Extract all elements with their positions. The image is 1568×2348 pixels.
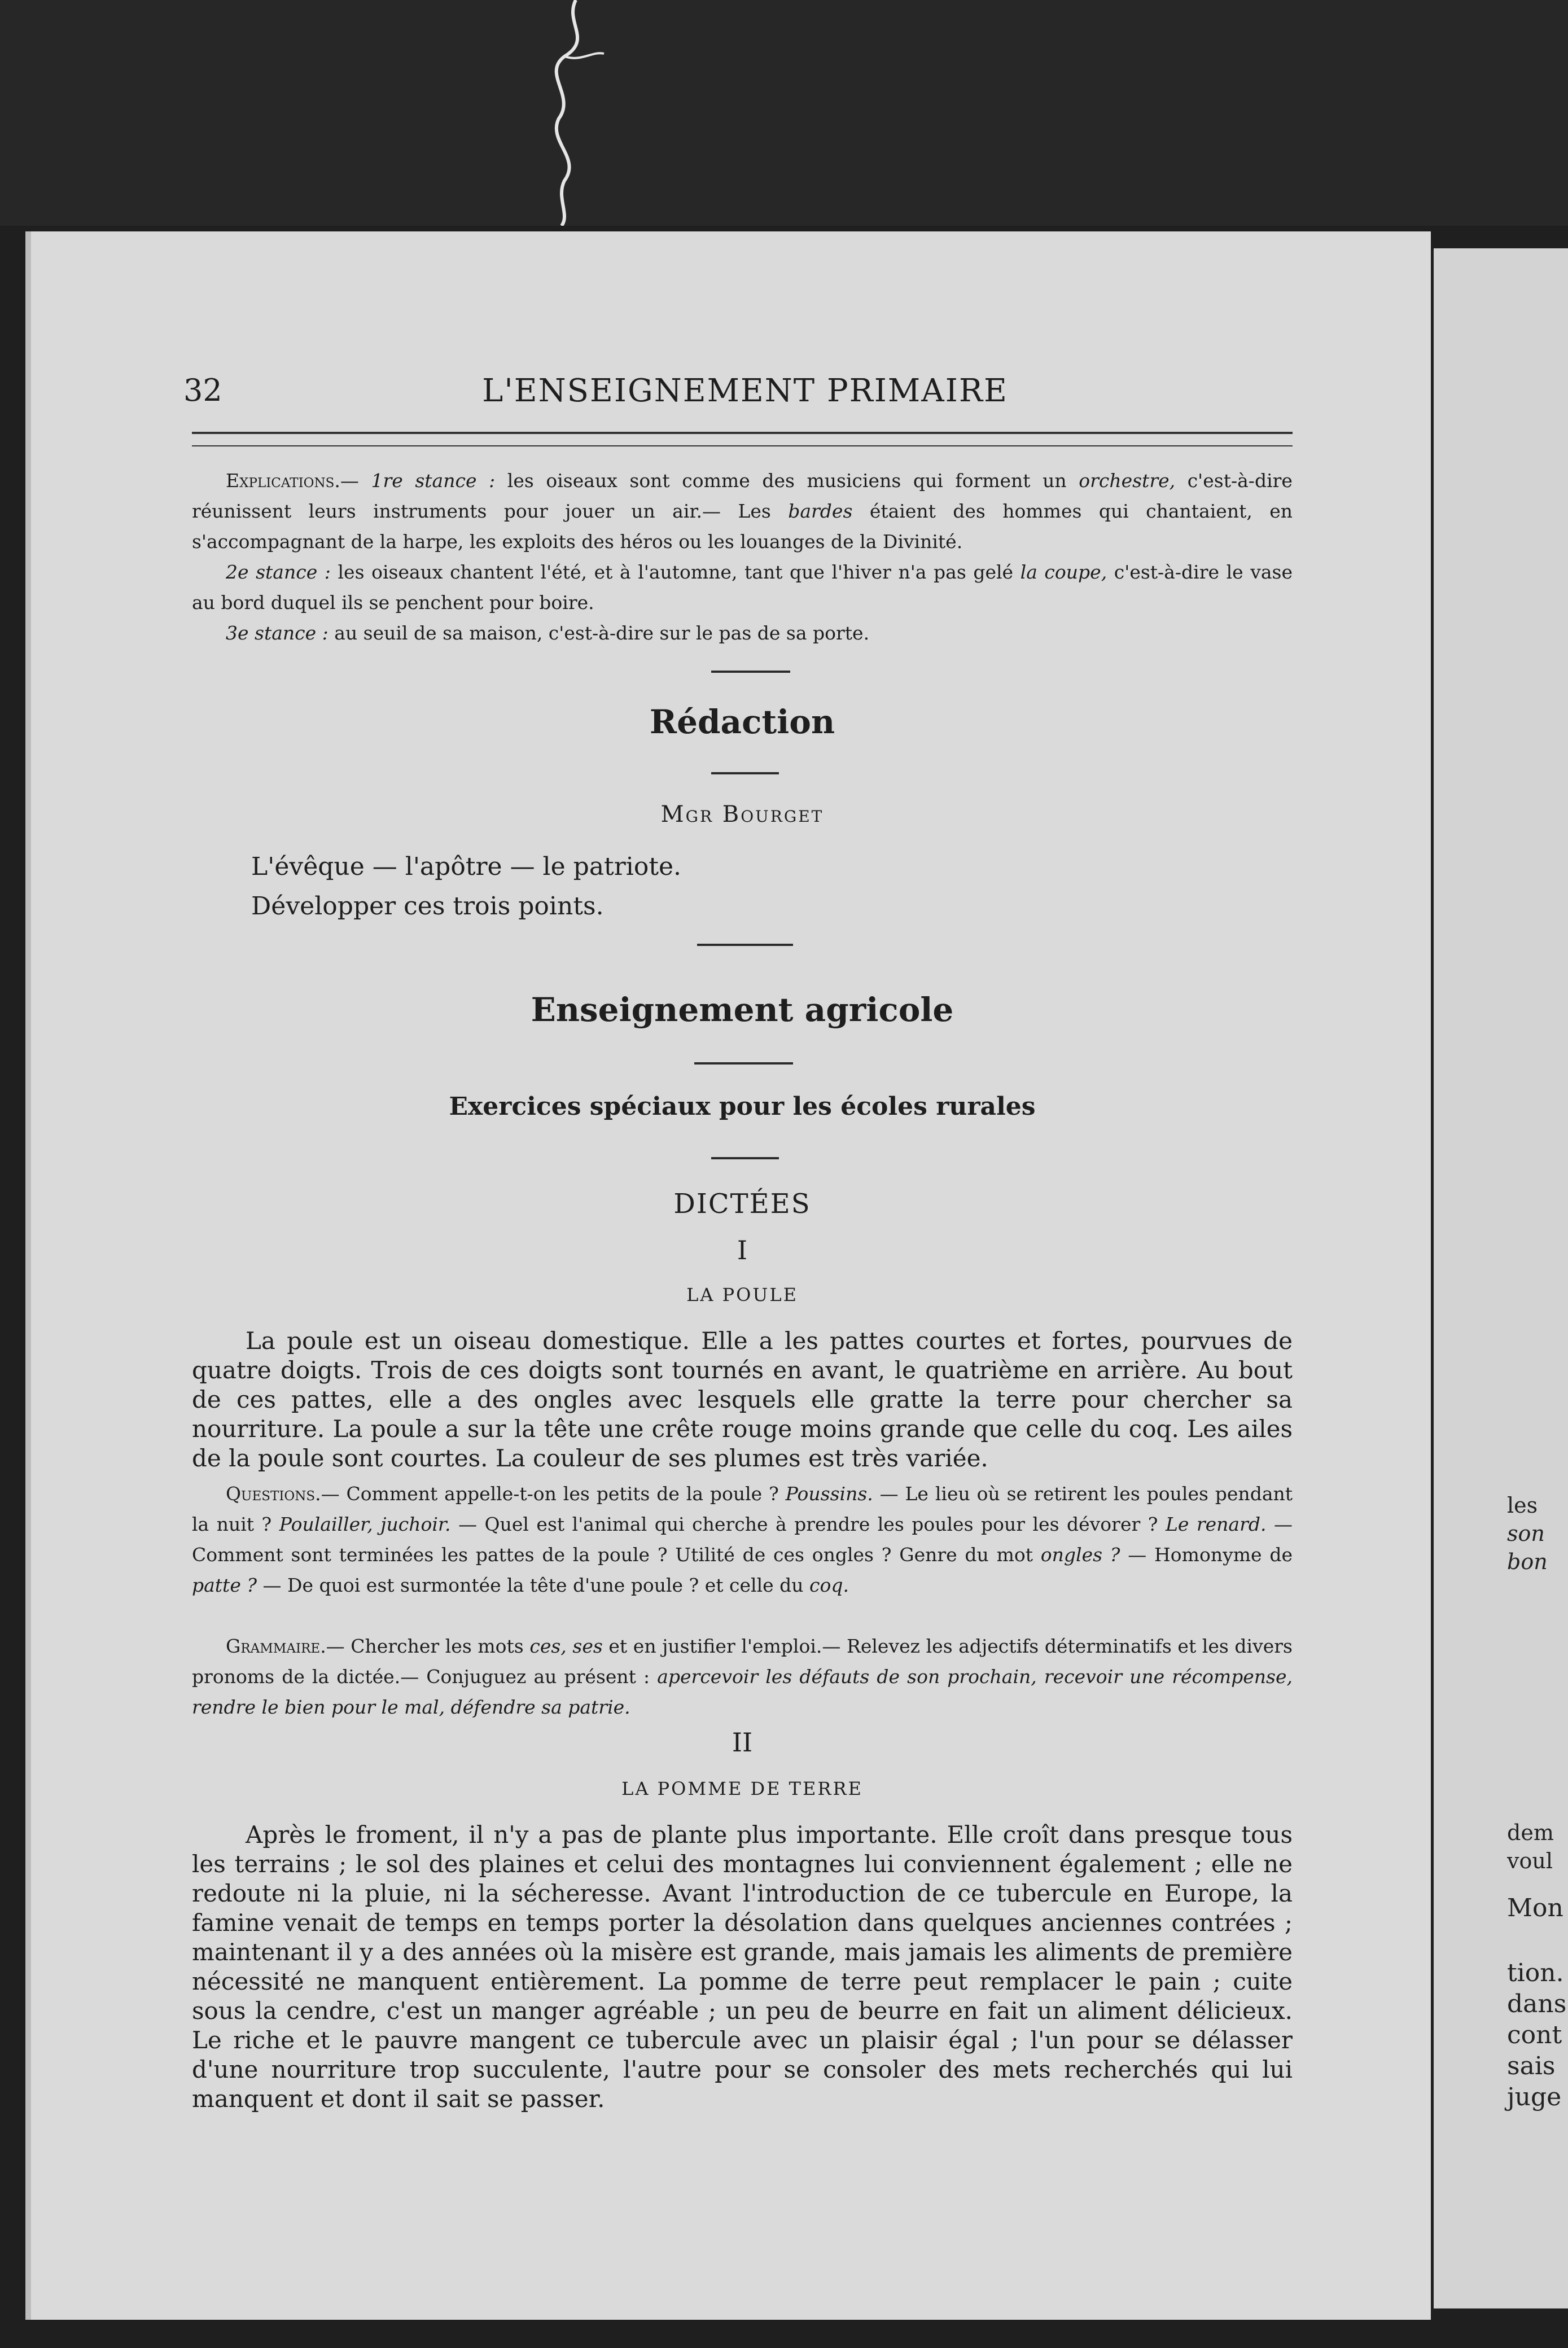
explication-term: orchestre,: [1079, 470, 1176, 492]
explication-text: les oiseaux chantent l'été, et à l'automne, tant que l'hiver n'a pas gelé: [338, 561, 1014, 583]
section-rule: [711, 772, 779, 774]
dictees-heading: DICTÉES: [673, 1188, 811, 1220]
grammaire-text: et en justifier l'emploi.— Relevez les adjectifs déterminatifs et les divers pronoms de la dictée.— Conjuguez au présent :: [192, 1635, 1293, 1688]
explications-stanza-2: [192, 557, 1293, 618]
dictee-2-title: LA POMME DE TERRE: [621, 1778, 863, 1799]
fragment: voul: [1507, 1848, 1553, 1873]
adjacent-page: [1434, 248, 1568, 2308]
running-title: L'ENSEIGNEMENT PRIMAIRE: [482, 373, 1008, 409]
explication-text: c'est-à-dire le vase au bord duquel ils se penchent pour boire.: [192, 561, 1293, 614]
fragment: juge: [1507, 2083, 1562, 2112]
explication-term: la coupe,: [1020, 561, 1107, 583]
stanza-label: 1re stance :: [371, 470, 496, 492]
redaction-line-2: Développer ces trois points.: [251, 892, 604, 921]
section-rule: [711, 671, 790, 673]
question: — Quel est l'animal qui cherche à prendre les poules pour les dévorer ?: [458, 1513, 1158, 1535]
question: — Homonyme de: [1128, 1544, 1293, 1566]
answer: Poulailler, juchoir.: [279, 1513, 451, 1535]
stanza-label: 3e stance :: [226, 622, 329, 644]
fragment: dans: [1507, 1990, 1567, 2018]
section-rule: [694, 1062, 793, 1065]
answer: Poussins.: [785, 1483, 873, 1505]
dictee-2-numeral: II: [732, 1727, 753, 1758]
answer: ongles ?: [1040, 1544, 1120, 1566]
answer: patte ?: [192, 1574, 257, 1596]
grammaire-label: Grammaire.—: [226, 1635, 345, 1657]
explications-stanza-1: [192, 466, 1293, 557]
question: — Le lieu où se retirent les poules pendant la nuit ?: [192, 1483, 1293, 1535]
fragment: tion.: [1507, 1959, 1564, 1987]
fragment: cont: [1507, 2021, 1562, 2049]
dictee-1-grammaire: [192, 1631, 1293, 1723]
explication-text: étaient des hommes qui chantaient, en s'accompagnant de la harpe, les exploits des héros ou les louanges de la Divinité.: [192, 500, 1293, 553]
dictee-1-numeral: I: [737, 1235, 748, 1265]
fragment: Mon: [1507, 1894, 1563, 1922]
fragment: son: [1507, 1521, 1545, 1546]
redaction-title: Rédaction: [649, 703, 835, 741]
explication-text: c'est-à-dire réunissent leurs instruments pour jouer un air.— Les: [192, 470, 1293, 522]
fragment: les: [1507, 1493, 1538, 1518]
grammaire-text: Chercher les mots: [351, 1635, 524, 1657]
agricole-subtitle: Exercices spéciaux pour les écoles rurales: [449, 1092, 1036, 1121]
fragment: dem: [1507, 1820, 1554, 1845]
dictee-2-text: Après le froment, il n'y a pas de plante plus importante. Elle croît dans presque tous les terrains ; le sol des plaines et celui des montagnes lui conviennent également ; elle ne redoute ni la pluie, ni la sécheresse. Avant l'introduction de ce tubercule en Europe, la famine venait de temps en temps porter la désolation dans quelques anciennes contrées ; maintenant il y a des années où la misère est grande, mais jamais les aliments de première nécessité ne manquent entièrement. La pomme de terre peut remplacer le pain ; cuite sous la cendre, c'est un manger agréable ; un peu de beurre en fait un aliment délicieux. Le riche et le pauvre mangent ce tubercule avec un plaisir égal ; l'un pour se délasser d'une nourriture trop succulente, l'autre pour se consoler des mets recherchés qui lui manquent et dont il sait se passer.: [192, 1821, 1293, 2113]
explication-term: bardes: [788, 500, 853, 522]
page-number: 32: [183, 373, 222, 408]
redaction-line-1: L'évêque — l'apôtre — le patriote.: [251, 852, 682, 881]
explication-text: les oiseaux sont comme des musiciens qui forment un: [507, 470, 1067, 492]
thread-artifact: [531, 0, 621, 226]
grammaire-phrases: apercevoir les défauts de son prochain, recevoir une récompense, rendre le bien pour le mal, défendre sa patrie.: [192, 1666, 1293, 1718]
explication-text: au seuil de sa maison, c'est-à-dire sur le pas de sa porte.: [334, 622, 870, 644]
page-header: [183, 373, 1307, 423]
document-page: [25, 231, 1431, 2320]
questions-label: Questions.—: [226, 1483, 340, 1505]
fragment: bon: [1507, 1549, 1548, 1574]
redaction-subtitle: Mgr Bourget: [660, 801, 824, 827]
question: — Comment sont terminées les pattes de la poule ? Utilité de ces ongles ? Genre du mot: [192, 1513, 1293, 1566]
grammaire-words: ces, ses: [529, 1635, 603, 1657]
explications-block: [192, 466, 1293, 649]
microfilm-background: [0, 0, 1568, 226]
dictee-1-text: La poule est un oiseau domestique. Elle a les pattes courtes et fortes, pourvues de quatre doigts. Trois de ces doigts sont tournés en avant, le quatrième en arrière. Au bout de ces pattes, elle a des ongles avec lesquels elle gratte la terre pour chercher sa nourriture. La poule a sur la tête une crête rouge moins grande que celle du coq. Les ailes de la poule sont courtes. La couleur de ses plumes est très variée.: [192, 1327, 1293, 1472]
stanza-label: 2e stance :: [226, 561, 331, 583]
answer: coq.: [809, 1574, 849, 1596]
question: — De quoi est surmontée la tête d'une poule ? et celle du: [262, 1574, 804, 1596]
section-rule: [697, 944, 793, 946]
explications-label: Explications.—: [226, 470, 359, 492]
dictee-1-questions: [192, 1479, 1293, 1601]
answer: Le renard.: [1165, 1513, 1267, 1535]
section-rule: [711, 1157, 779, 1159]
agricole-title: Enseignement agricole: [531, 991, 954, 1029]
dictee-1-title: LA POULE: [686, 1284, 798, 1306]
header-rule: [192, 432, 1293, 446]
question: Comment appelle-t-on les petits de la poule ?: [346, 1483, 779, 1505]
fragment: sais: [1507, 2052, 1556, 2080]
explications-stanza-3: [192, 618, 1293, 649]
